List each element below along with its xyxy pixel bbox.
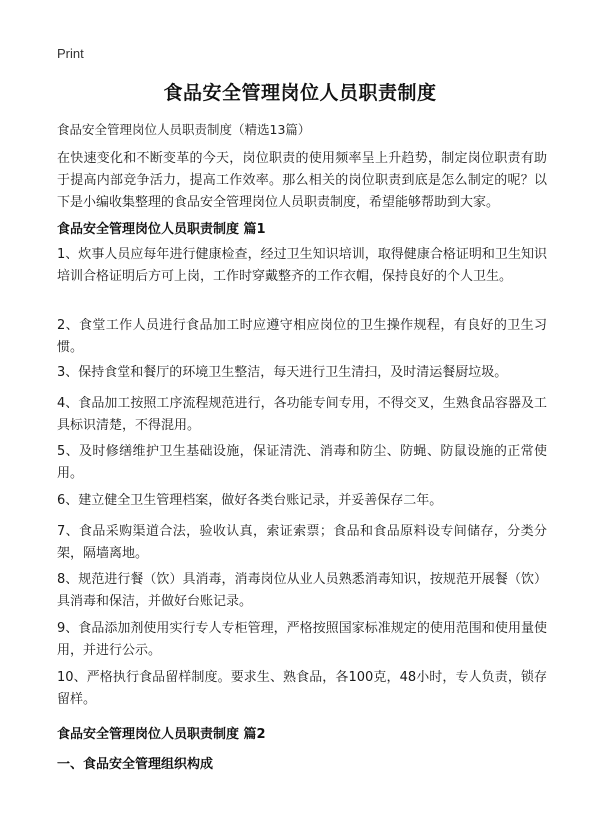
list-item: 1、炊事人员应每年进行健康检查，经过卫生知识培训，取得健康合格证明和卫生知识培训合格证明后方可上岗，工作时穿戴整齐的工作衣帽，保持良好的个人卫生。 bbox=[57, 247, 547, 284]
list-item: 4、食品加工按照工序流程规范进行，各功能专间专用，不得交叉，生熟食品容器及工具标识清楚，不得混用。 bbox=[57, 396, 547, 433]
list-item: 5、及时修缮维护卫生基础设施，保证清洗、消毒和防尘、防蝇、防鼠设施的正常使用。 bbox=[57, 444, 547, 481]
document-subtitle: 食品安全管理岗位人员职责制度（精选13篇） bbox=[57, 122, 311, 137]
list-item: 10、严格执行食品留样制度。要求生、熟食品，各100克，48小时，专人负责，锁存留样。 bbox=[57, 670, 547, 707]
section-heading-2: 食品安全管理岗位人员职责制度 篇2 bbox=[57, 727, 266, 742]
intro-paragraph: 在快速变化和不断变革的今天，岗位职责的使用频率呈上升趋势，制定岗位职责有助于提高内部竞争活力，提高工作效率。那么相关的岗位职责到底是怎么制定的呢？以下是小编收集整理的食品安全管理岗位人员职责制度，希望能够帮助到大家。 bbox=[57, 151, 547, 210]
print-label[interactable]: Print bbox=[57, 46, 84, 61]
document-title: 食品安全管理岗位人员职责制度 bbox=[163, 82, 437, 104]
list-item: 2、食堂工作人员进行食品加工时应遵守相应岗位的卫生操作规程，有良好的卫生习惯。 bbox=[57, 318, 547, 355]
list-item: 6、建立健全卫生管理档案，做好各类台账记录，并妥善保存二年。 bbox=[57, 493, 443, 508]
list-item: 3、保持食堂和餐厅的环境卫生整洁，每天进行卫生清扫，及时清运餐厨垃圾。 bbox=[57, 365, 508, 380]
list-item: 9、食品添加剂使用实行专人专柜管理，严格按照国家标准规定的使用范围和使用量使用，并进行公示。 bbox=[57, 621, 547, 658]
list-item: 8、规范进行餐（饮）具消毒，消毒岗位从业人员熟悉消毒知识，按规范开展餐（饮）具消毒和保洁，并做好台账记录。 bbox=[57, 572, 547, 609]
section-subheading: 一、食品安全管理组织构成 bbox=[57, 757, 214, 772]
section-heading-1: 食品安全管理岗位人员职责制度 篇1 bbox=[57, 222, 266, 237]
list-item: 7、食品采购渠道合法，验收认真，索证索票；食品和食品原料设专间储存，分类分架，隔墙离地。 bbox=[57, 524, 547, 561]
